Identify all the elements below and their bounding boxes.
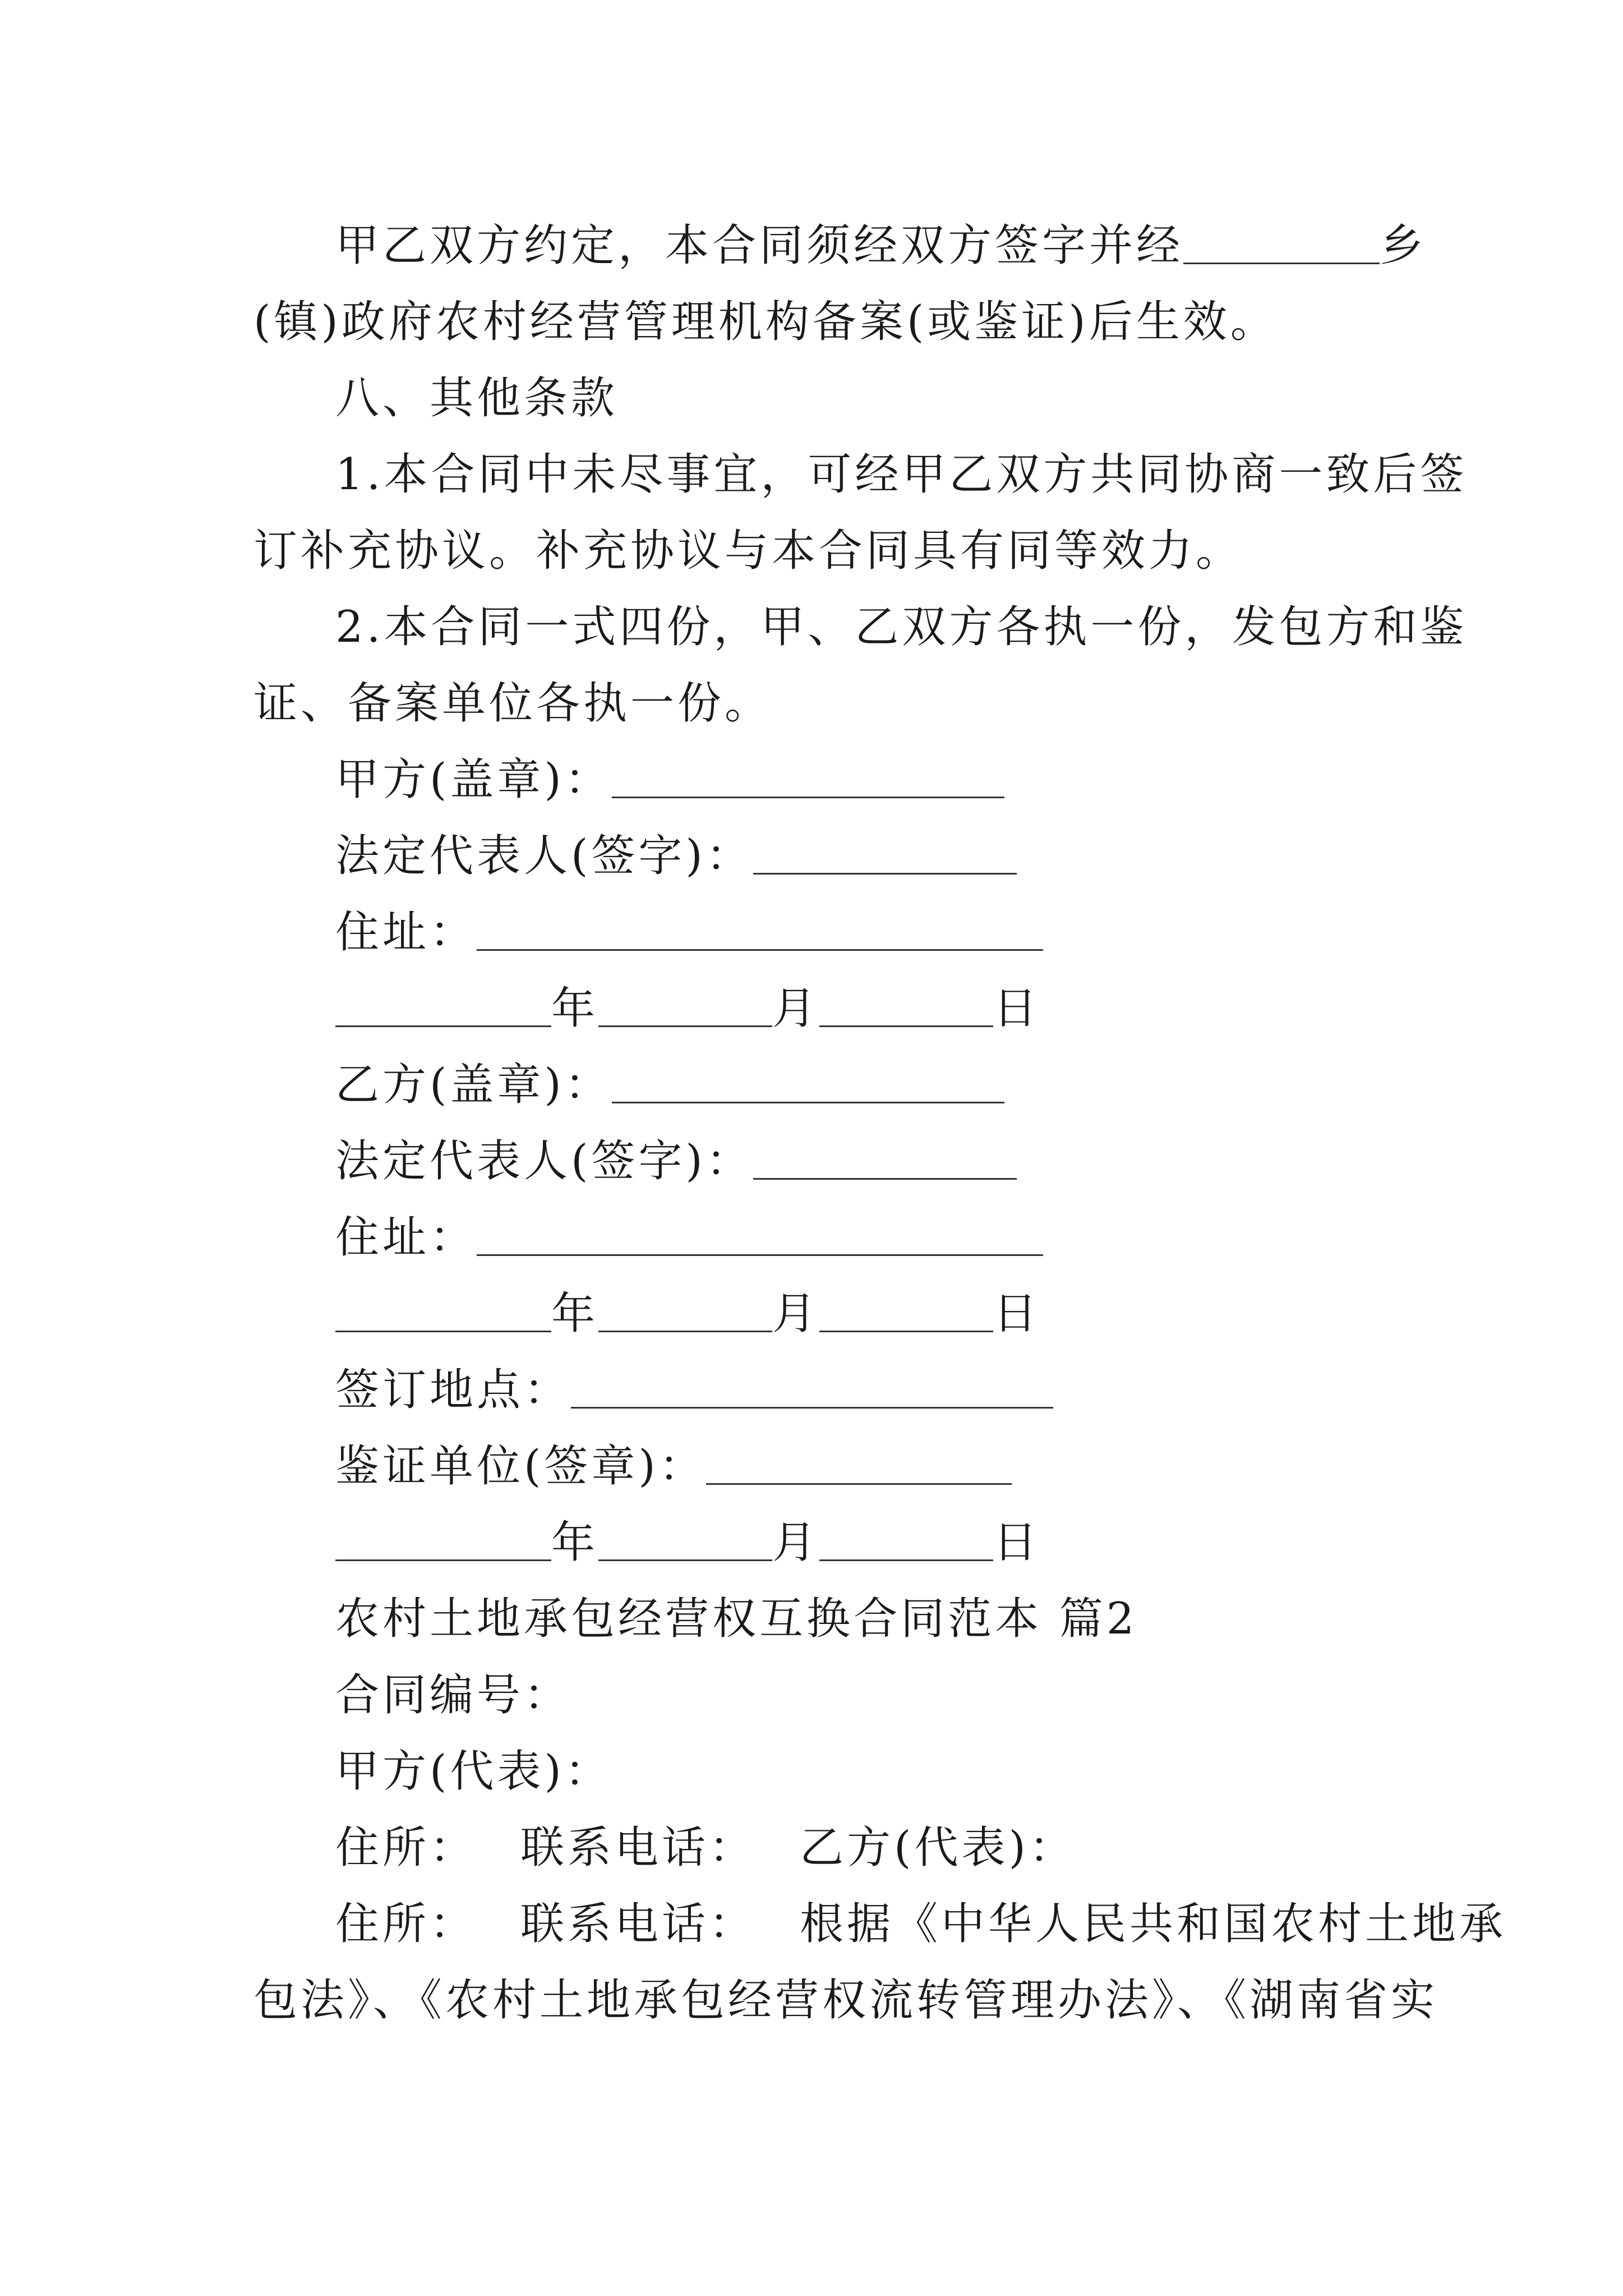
year-label: 年	[551, 983, 599, 1034]
text: 包法》、《农村土地承包经营权流转管理办法》、《湖南省实	[253, 1975, 1438, 2026]
contact-line	[335, 1885, 1506, 1963]
paragraph-line	[335, 206, 1427, 285]
paragraph-line	[253, 1961, 1438, 2040]
label: 住所：	[335, 1899, 477, 1949]
label: 联系电话：	[520, 1823, 757, 1873]
month-label: 月	[772, 1289, 820, 1339]
text: 1.本合同中未尽事宜，可经甲乙双方共同协商一致后签	[335, 449, 1468, 500]
party-b-seal-line	[335, 1046, 1004, 1124]
label: 乙方(盖章)：	[335, 1060, 612, 1110]
text: 乡	[1380, 220, 1427, 271]
section-heading	[335, 359, 618, 438]
fill-blank	[753, 817, 1017, 875]
party-a-line	[335, 1732, 612, 1811]
party-b-date-line	[335, 1274, 1040, 1353]
label: 签订地点：	[335, 1365, 571, 1415]
day-label: 日	[993, 1289, 1041, 1339]
fill-blank	[706, 1427, 1012, 1485]
fill-blank	[571, 1351, 1053, 1409]
label: 合同编号：	[335, 1670, 571, 1720]
fill-blank	[612, 740, 1004, 798]
text: 甲乙双方约定，本合同须经双方签字并经	[335, 220, 1184, 271]
party-b-address-line	[335, 1198, 1043, 1277]
fill-blank	[753, 1122, 1017, 1180]
text: 农村土地承包经营权互换合同范本 篇2	[335, 1594, 1138, 1644]
text: 证、备案单位各执一份。	[253, 678, 772, 729]
label: 联系电话：	[520, 1899, 757, 1949]
fill-blank	[477, 1198, 1043, 1256]
day-label: 日	[993, 983, 1041, 1034]
text: 订补充协议。补充协议与本合同具有同等效力。	[253, 526, 1243, 576]
fill-blank	[612, 1046, 1004, 1103]
fill-blank	[477, 893, 1043, 951]
text: 八、其他条款	[335, 373, 619, 424]
month-blank	[598, 1503, 772, 1561]
label: 住址：	[335, 907, 477, 958]
label: 乙方(代表)：	[800, 1823, 1076, 1873]
clause-line	[335, 435, 1467, 514]
label: 住所：	[335, 1823, 477, 1873]
party-a-address-line	[335, 893, 1043, 972]
contract-number-line	[335, 1656, 571, 1734]
month-blank	[598, 969, 772, 1027]
signing-place-line	[335, 1351, 1053, 1429]
party-b-rep-line	[335, 1122, 1017, 1200]
year-blank	[335, 1503, 551, 1561]
day-label: 日	[993, 1517, 1041, 1568]
month-blank	[598, 1274, 772, 1332]
year-label: 年	[551, 1289, 599, 1339]
clause-line	[253, 512, 1243, 590]
party-a-rep-line	[335, 817, 1017, 895]
year-blank	[335, 1274, 551, 1332]
year-blank	[335, 969, 551, 1027]
text: 2.本合同一式四份，甲、乙双方各执一份，发包方和鉴	[335, 602, 1468, 652]
party-a-date-line	[335, 969, 1040, 1048]
label: 法定代表人(签字)：	[335, 831, 753, 881]
clause-line	[335, 588, 1467, 666]
label: 法定代表人(签字)：	[335, 1136, 753, 1186]
label: 住址：	[335, 1212, 477, 1263]
certification-date-line	[335, 1503, 1040, 1582]
fill-blank	[1183, 206, 1380, 264]
day-blank	[819, 969, 993, 1027]
day-blank	[819, 1503, 993, 1561]
month-label: 月	[772, 1517, 820, 1568]
text: 根据《中华人民共和国农村土地承	[800, 1899, 1507, 1949]
certification-line	[335, 1427, 1012, 1506]
label: 甲方(盖章)：	[335, 754, 612, 805]
paragraph-line	[253, 283, 1278, 361]
year-label: 年	[551, 1517, 599, 1568]
month-label: 月	[772, 983, 820, 1034]
section-title	[335, 1580, 1137, 1658]
clause-line	[253, 664, 772, 743]
label: 鉴证单位(签章)：	[335, 1441, 706, 1492]
day-blank	[819, 1274, 993, 1332]
contact-line	[335, 1809, 1076, 1887]
party-a-seal-line	[335, 740, 1004, 819]
text: (镇)政府农村经营管理机构备案(或鉴证)后生效。	[253, 297, 1278, 347]
label: 甲方(代表)：	[335, 1746, 612, 1797]
